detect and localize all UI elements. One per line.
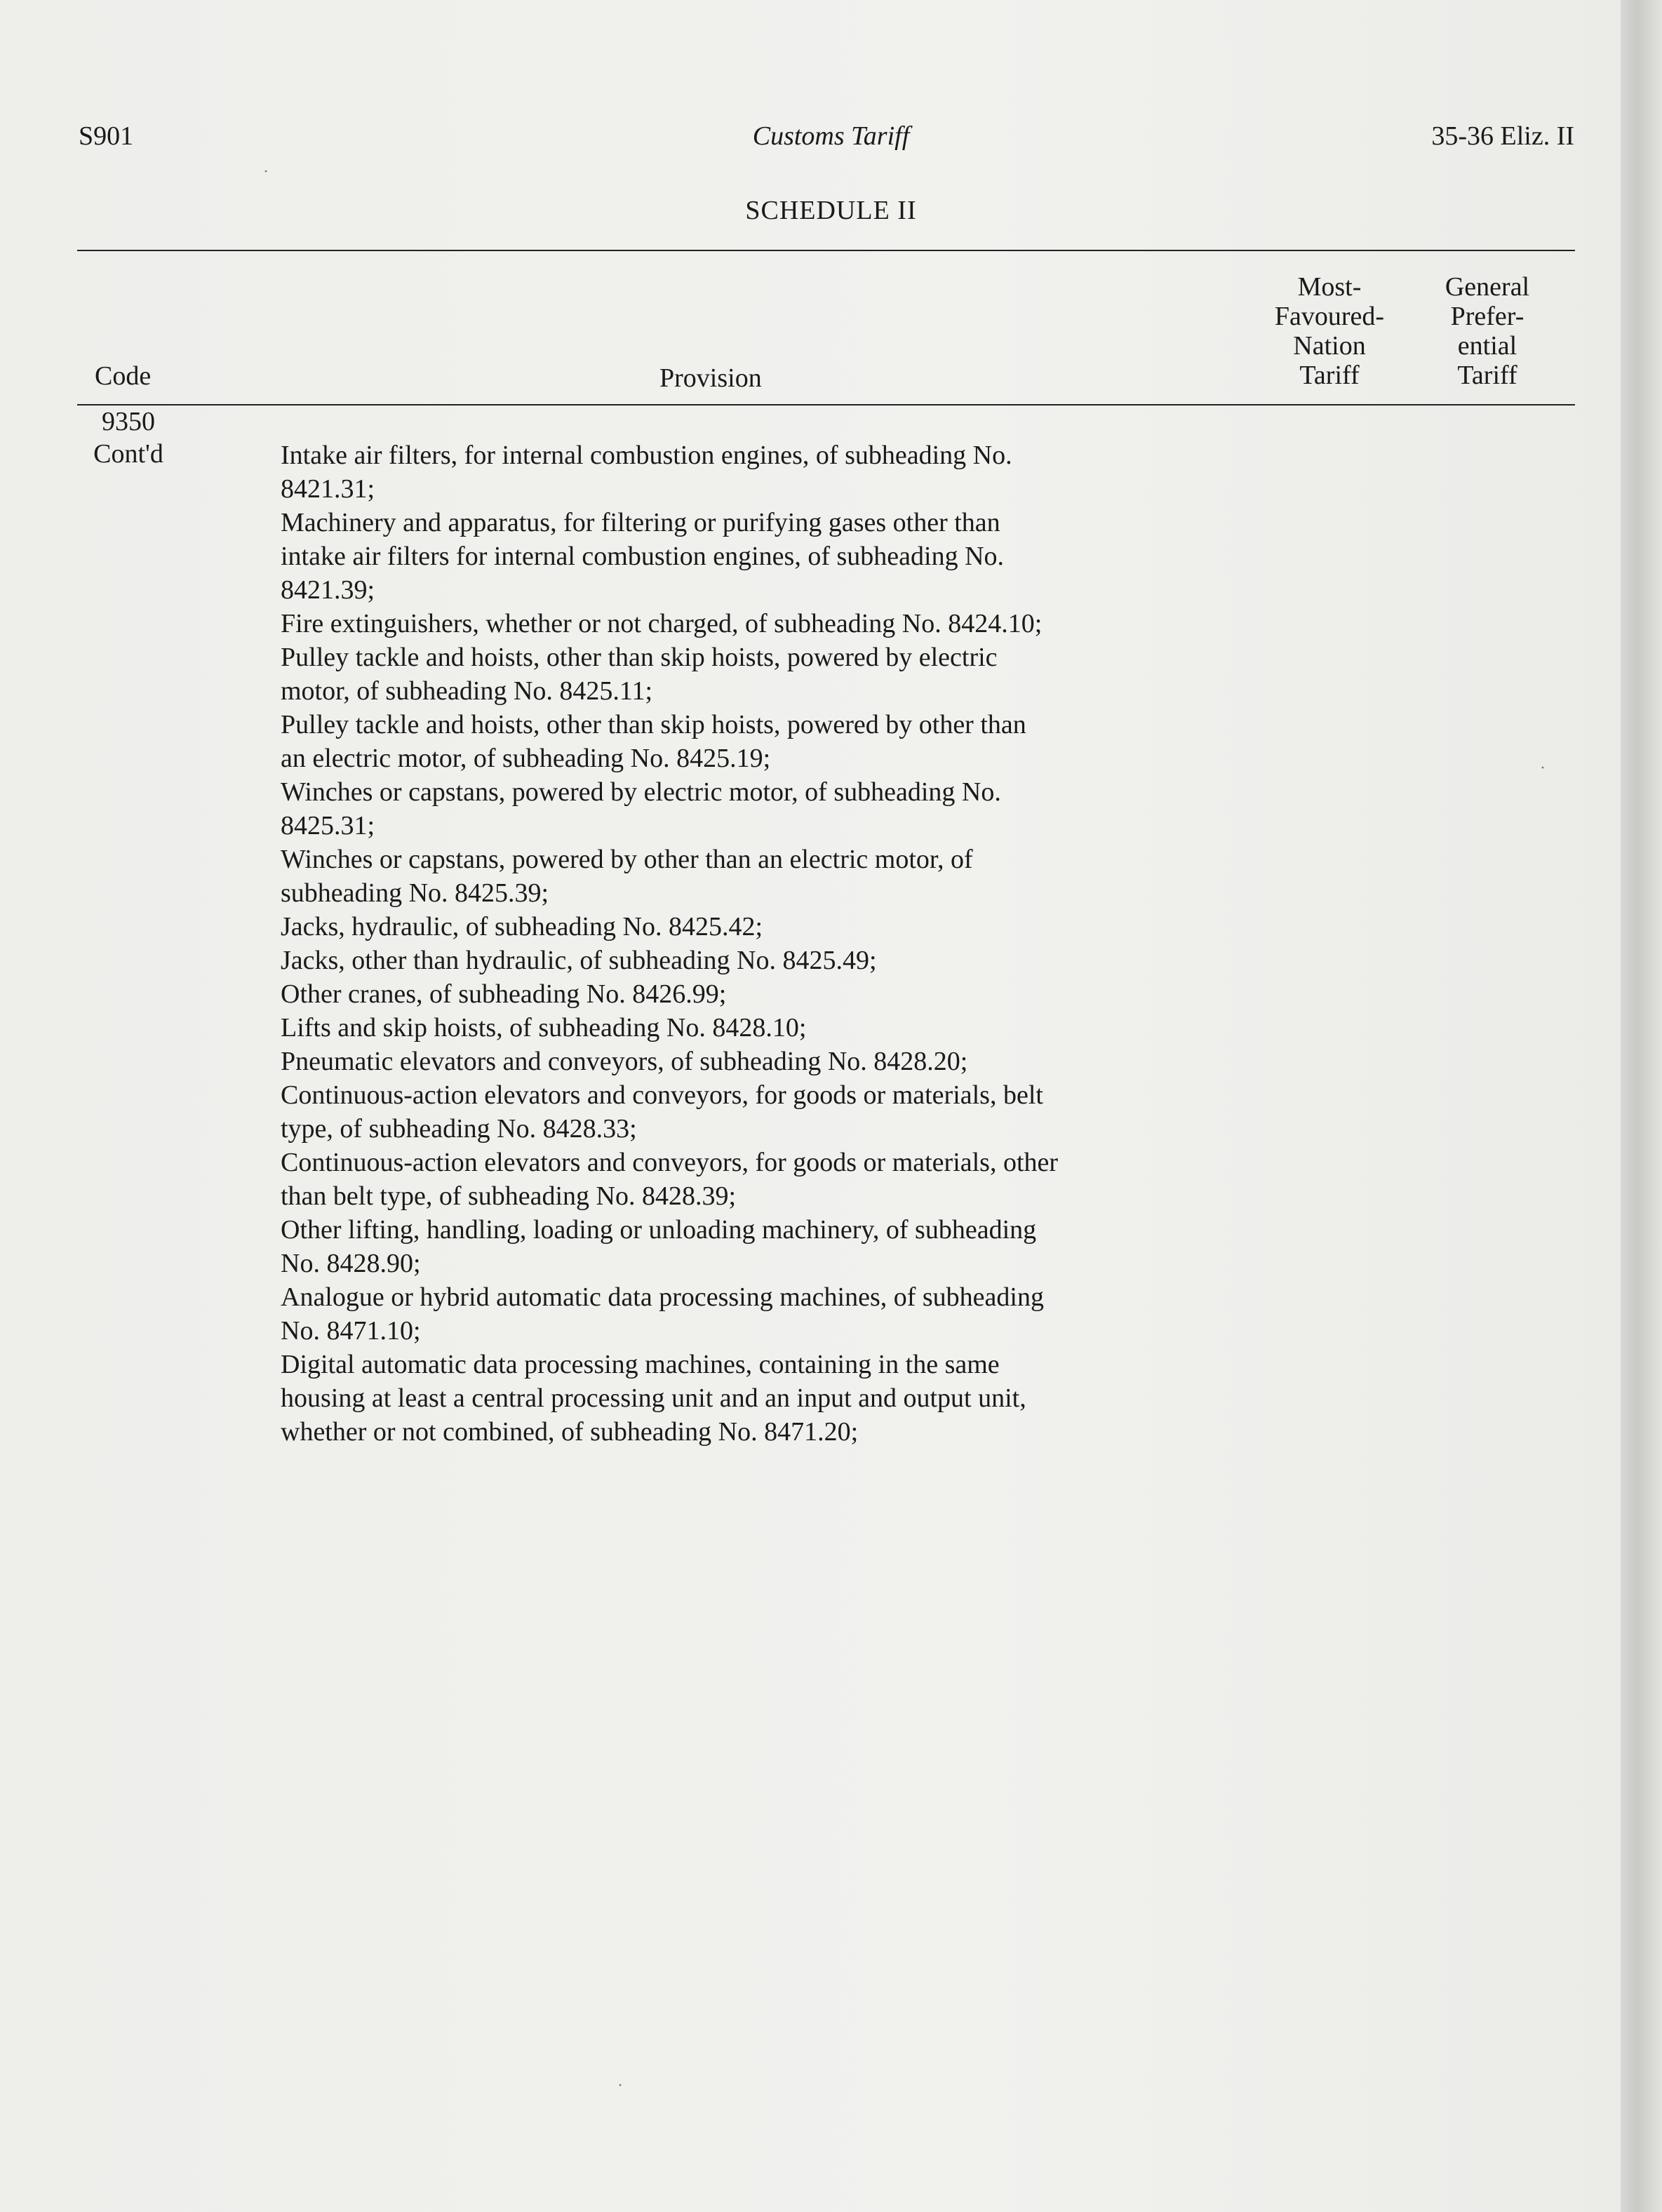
- provision-line: than belt type, of subheading No. 8428.39;: [281, 1181, 737, 1211]
- provision-line: Jacks, other than hydraulic, of subheading No. 8425.49;: [281, 946, 877, 975]
- mfn-tariff-column-header: [1263, 272, 1396, 390]
- provision-line: Digital automatic data processing machines, containing in the same: [281, 1350, 1000, 1379]
- provision-line: intake air filters for internal combustion engines, of subheading No.: [281, 542, 1005, 571]
- mfn-header-line: Tariff: [1299, 361, 1360, 390]
- provision-text: [281, 438, 1277, 1449]
- provision-line: Intake air filters, for internal combustion engines, of subheading No.: [281, 441, 1012, 470]
- provision-line: 8421.31;: [281, 474, 375, 504]
- provision-line: an electric motor, of subheading No. 8425.19;: [281, 744, 771, 773]
- gpt-header-line: Prefer-: [1450, 302, 1524, 331]
- provision-line: Pneumatic elevators and conveyors, of subheading No. 8428.20;: [281, 1047, 968, 1076]
- schedule-title: SCHEDULE II: [745, 196, 917, 225]
- tariff-code: [83, 405, 174, 470]
- provision-line: Continuous-action elevators and conveyors, for goods or materials, belt: [281, 1080, 1043, 1110]
- provision-line: Other lifting, handling, loading or unloading machinery, of subheading: [281, 1215, 1037, 1245]
- page-edge: [1621, 0, 1662, 2212]
- provision-column-header: Provision: [659, 363, 762, 393]
- provision-line: 8421.39;: [281, 575, 375, 605]
- table-top-rule: [77, 250, 1575, 251]
- provision-line: No. 8471.10;: [281, 1316, 421, 1346]
- provision-line: Continuous-action elevators and conveyors, for goods or materials, other: [281, 1148, 1059, 1177]
- provision-line: Winches or capstans, powered by electric motor, of subheading No.: [281, 777, 1001, 807]
- mfn-header-line: Favoured-: [1274, 302, 1385, 331]
- code-number: 9350: [102, 407, 155, 436]
- provision-line: type, of subheading No. 8428.33;: [281, 1114, 637, 1144]
- provision-line: housing at least a central processing unit and an input and output unit,: [281, 1383, 1026, 1413]
- gpt-header-line: ential: [1457, 331, 1517, 361]
- provision-line: motor, of subheading No. 8425.11;: [281, 676, 653, 706]
- code-column-header: Code: [95, 361, 152, 391]
- provision-line: 8425.31;: [281, 811, 375, 840]
- gpt-header-line: General: [1445, 272, 1530, 302]
- provision-line: Machinery and apparatus, for filtering or purifying gases other than: [281, 508, 1000, 537]
- provision-line: Pulley tackle and hoists, other than skip hoists, powered by electric: [281, 643, 998, 672]
- provision-line: No. 8428.90;: [281, 1249, 421, 1278]
- provision-line: Pulley tackle and hoists, other than skip hoists, powered by other than: [281, 710, 1026, 739]
- code-continued: Cont'd: [93, 439, 163, 469]
- page-number: S901: [79, 121, 134, 151]
- gpt-header-line: Tariff: [1457, 361, 1517, 390]
- running-title: Customs Tariff: [752, 121, 910, 151]
- speck-mark: ·: [263, 163, 269, 181]
- provision-line: whether or not combined, of subheading No. 8471.20;: [281, 1417, 859, 1447]
- speck-mark: ·: [617, 2077, 623, 2095]
- provision-line: Jacks, hydraulic, of subheading No. 8425.42;: [281, 912, 763, 941]
- provision-line: Analogue or hybrid automatic data processing machines, of subheading: [281, 1282, 1044, 1312]
- table-header-rule: [77, 404, 1575, 405]
- provision-line: Fire extinguishers, whether or not charged, of subheading No. 8424.10;: [281, 609, 1043, 638]
- gpt-tariff-column-header: [1431, 272, 1543, 390]
- speck-mark: ·: [1540, 759, 1546, 777]
- mfn-header-line: Most-: [1297, 272, 1362, 302]
- provision-line: Lifts and skip hoists, of subheading No. 8428.10;: [281, 1013, 807, 1043]
- provision-line: subheading No. 8425.39;: [281, 878, 549, 908]
- provision-line: Winches or capstans, powered by other than an electric motor, of: [281, 845, 973, 874]
- mfn-header-line: Nation: [1293, 331, 1366, 361]
- provision-line: Other cranes, of subheading No. 8426.99;: [281, 979, 727, 1009]
- statute-reference: 35-36 Eliz. II: [1431, 121, 1574, 151]
